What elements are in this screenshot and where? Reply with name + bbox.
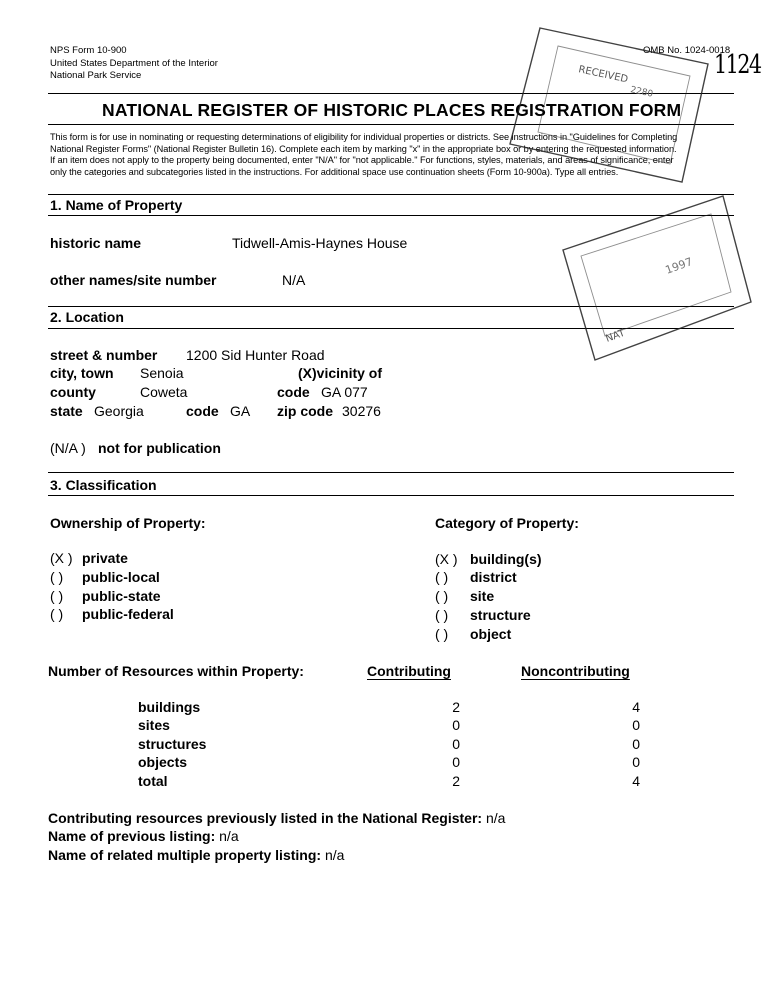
- intro-line: This form is for use in nominating or requesting determinations of eligibility for individual properties or districts. See instructions in "Guidelines for Completing: [50, 132, 678, 142]
- resource-noncontributing-sites: 0: [632, 717, 640, 733]
- zip-label: zip code: [277, 403, 334, 419]
- county-code-label: code: [277, 384, 310, 400]
- section1-rule-top: [48, 194, 734, 195]
- street-value: 1200 Sid Hunter Road: [186, 347, 325, 363]
- zip-value: 30276: [342, 403, 381, 419]
- section1-rule-bottom: [48, 215, 734, 216]
- multiple-listing-label: Name of related multiple property listing:: [48, 847, 322, 863]
- section2-heading: 2. Location: [50, 309, 124, 325]
- not-for-publication-label: not for publication: [98, 440, 221, 456]
- ownership-mark-private: (X ): [50, 550, 73, 566]
- form-number: NPS Form 10-900: [50, 45, 127, 56]
- ownership-label-private: private: [82, 550, 128, 566]
- section2-rule-bottom: [48, 328, 734, 329]
- ownership-label-public-local: public-local: [82, 569, 160, 585]
- category-label-structure: structure: [470, 607, 531, 623]
- title-rule-bottom: [48, 124, 734, 125]
- section3-rule-bottom: [48, 495, 734, 496]
- city-label: city, town: [50, 365, 114, 381]
- resource-noncontributing-structures: 0: [632, 736, 640, 752]
- resource-noncontributing-objects: 0: [632, 754, 640, 770]
- section2-rule-top: [48, 306, 734, 307]
- previously-listed-label: Contributing resources previously listed in the National Register:: [48, 810, 483, 826]
- previously-listed-value: n/a: [485, 810, 506, 826]
- intro-line: If an item does not apply to the property being documented, enter "N/A" for "not applicable." For functions, styles, materials, and areas of significance, enter: [50, 155, 674, 165]
- intro-text: [50, 132, 677, 178]
- section1-heading: 1. Name of Property: [50, 197, 183, 213]
- other-names-label: other names/site number: [50, 272, 217, 288]
- resource-type-objects: objects: [138, 754, 188, 770]
- category-mark-structure: ( ): [435, 607, 449, 623]
- category-label-object: object: [470, 626, 512, 642]
- service: National Park Service: [50, 70, 142, 81]
- previously-listed-line: [48, 810, 505, 826]
- multiple-listing-line: [48, 847, 344, 863]
- street-label: street & number: [50, 347, 158, 363]
- category-label-site: site: [470, 588, 495, 604]
- resource-contributing-structures: 0: [452, 736, 460, 752]
- department: United States Department of the Interior: [50, 58, 218, 69]
- ownership-label-public-federal: public-federal: [82, 606, 174, 622]
- historic-name-value: Tidwell-Amis-Haynes House: [232, 235, 408, 251]
- contributing-header: Contributing: [367, 663, 451, 679]
- resource-contributing-total: 2: [452, 773, 460, 789]
- section3-rule-top: [48, 472, 734, 473]
- previous-listing-line: [48, 828, 239, 844]
- resource-noncontributing-total: 4: [632, 773, 640, 789]
- state-code-label: code: [186, 403, 219, 419]
- title-rule-top: [48, 93, 734, 94]
- category-label: Category of Property:: [435, 515, 579, 531]
- resource-type-sites: sites: [138, 717, 170, 733]
- category-mark-object: ( ): [435, 626, 449, 642]
- state-code-value: GA: [230, 403, 251, 419]
- category-mark-site: ( ): [435, 588, 449, 604]
- state-value: Georgia: [94, 403, 144, 419]
- stamp-detail-middle: 1997: [663, 255, 695, 277]
- resource-contributing-sites: 0: [452, 717, 460, 733]
- resource-noncontributing-buildings: 4: [632, 699, 640, 715]
- ownership-mark-public-federal: ( ): [50, 606, 64, 622]
- resources-label: Number of Resources within Property:: [48, 663, 304, 679]
- form-title: NATIONAL REGISTER OF HISTORIC PLACES REGISTRATION FORM: [102, 100, 682, 120]
- resource-type-structures: structures: [138, 736, 207, 752]
- ownership-mark-public-state: ( ): [50, 588, 64, 604]
- previous-listing-value: n/a: [219, 828, 239, 844]
- vicinity-value: (X)vicinity of: [298, 365, 383, 381]
- city-value: Senoia: [140, 365, 184, 381]
- intro-line: only the categories and subcategories listed in the instructions. For additional space use continuation sheets (Form 10-900a). Type all entries.: [50, 166, 619, 177]
- resource-contributing-objects: 0: [452, 754, 460, 770]
- section3-heading: 3. Classification: [50, 477, 157, 493]
- intro-line: National Register Forms" (National Register Bulletin 16). Complete each item by marking "x" in the appropriate box or by entering the requested information.: [50, 143, 677, 154]
- ownership-mark-public-local: ( ): [50, 569, 64, 585]
- handwritten-number: 1124: [714, 50, 761, 80]
- resource-type-buildings: buildings: [138, 699, 201, 715]
- not-for-publication-mark: (N/A ): [50, 440, 86, 456]
- historic-name-label: historic name: [50, 235, 142, 251]
- stamp-text-middle: NAT: [604, 327, 627, 345]
- stamp-text-top: RECEIVED: [577, 64, 629, 86]
- category-mark-buildings: (X ): [435, 551, 458, 567]
- category-label-buildings: building(s): [470, 551, 542, 567]
- resource-contributing-buildings: 2: [452, 699, 460, 715]
- category-mark-district: ( ): [435, 569, 449, 585]
- omb-number: OMB No. 1024-0018: [643, 45, 731, 56]
- received-stamp-middle: [555, 192, 755, 364]
- county-label: county: [50, 384, 96, 400]
- resource-type-total: total: [138, 773, 168, 789]
- previous-listing-label: Name of previous listing:: [48, 828, 216, 844]
- multiple-listing-value: n/a: [324, 847, 345, 863]
- stamp-detail-top: 2280: [629, 85, 654, 100]
- noncontributing-header: Noncontributing: [521, 663, 630, 679]
- ownership-label-public-state: public-state: [82, 588, 161, 604]
- county-value: Coweta: [140, 384, 188, 400]
- other-names-value: N/A: [282, 272, 306, 288]
- state-label: state: [50, 403, 83, 419]
- county-code-value: GA 077: [321, 384, 368, 400]
- ownership-label: Ownership of Property:: [50, 515, 206, 531]
- category-label-district: district: [470, 569, 517, 585]
